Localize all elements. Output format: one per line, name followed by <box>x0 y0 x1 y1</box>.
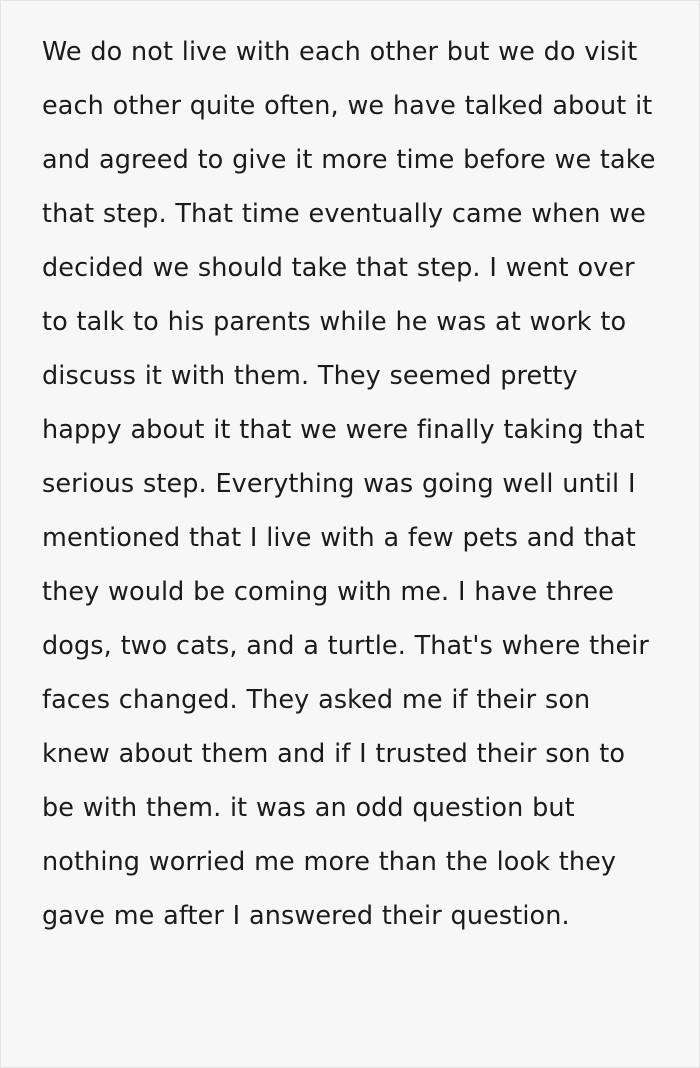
story-body-text: We do not live with each other but we do visit each other quite often, we have talked about it and agreed to give it more time before we take that step. That time eventually came when we decided we should take that step. I went over to talk to his parents while he was at work to discuss it with them. They seemed pretty happy about it that we were finally taking that serious step. Everything was going well until I mentioned that I live with a few pets and that they would be coming with me. I have three dogs, two cats, and a turtle. That's where their faces changed. They asked me if their son knew about them and if I trusted their son to be with them. it was an odd question but nothing worried me more than the look they gave me after I answered their question. <box>42 37 656 931</box>
